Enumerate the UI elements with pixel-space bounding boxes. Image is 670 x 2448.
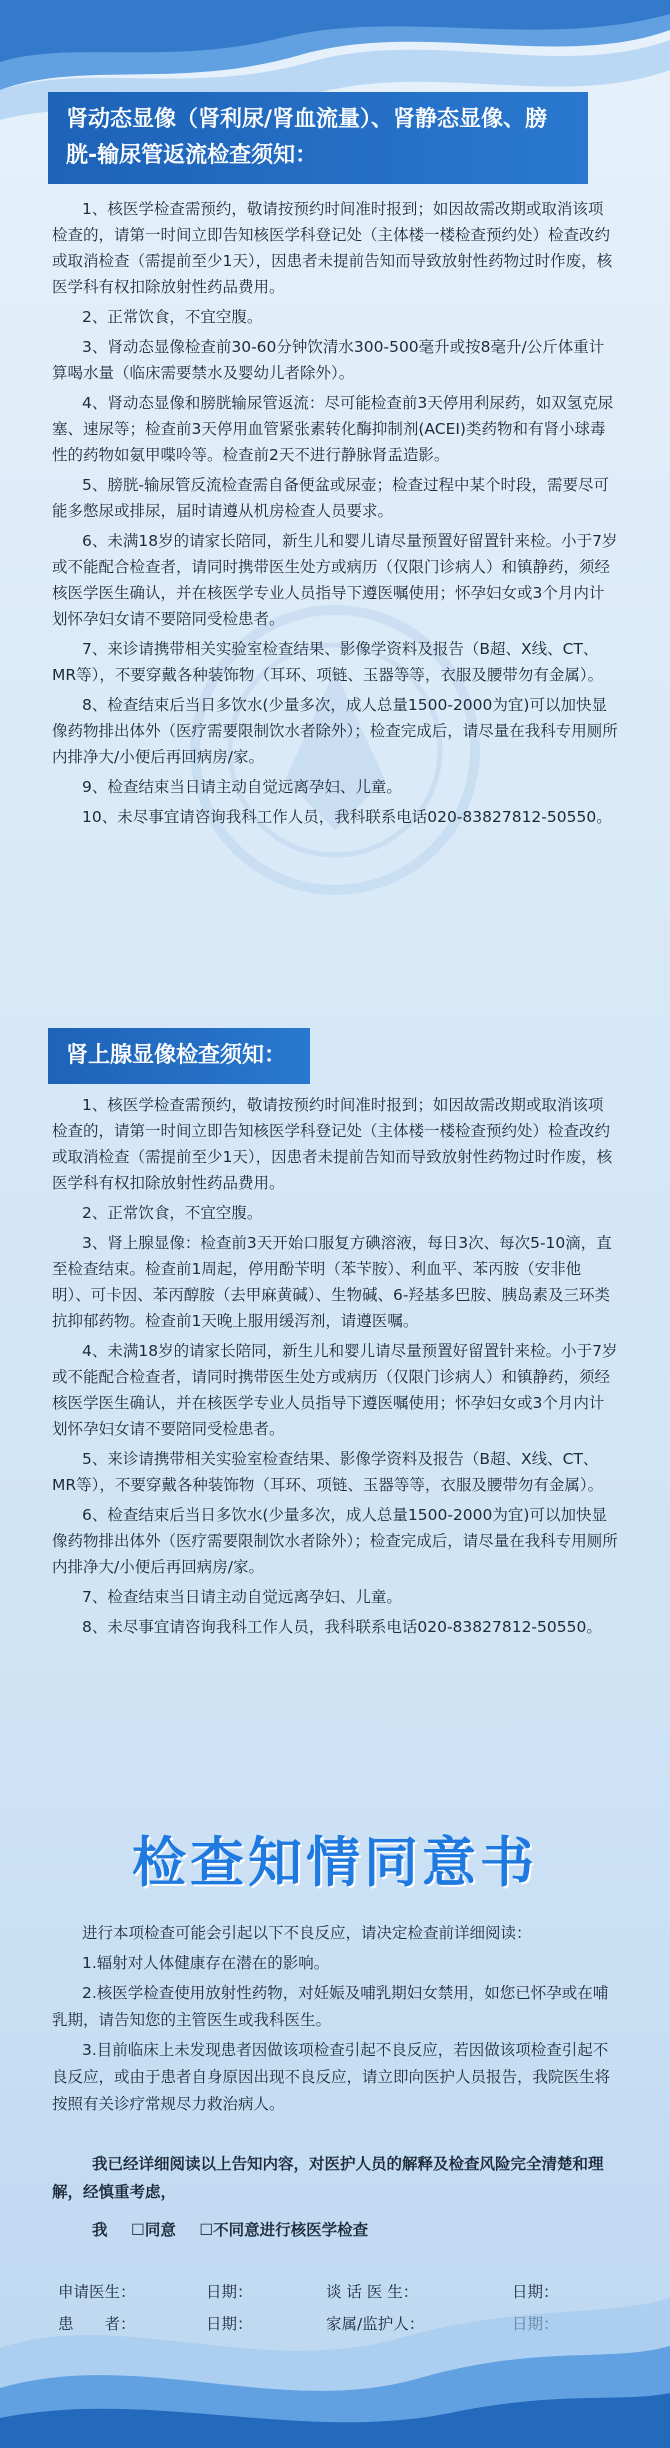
section2-item: 8、未尽事宜请咨询我科工作人员，我科联系电话020-83827812-50550。 bbox=[82, 1618, 602, 1636]
patient-label: 患 者： bbox=[58, 2315, 136, 2333]
consent-agreement bbox=[52, 2150, 618, 2206]
section1-item: 7、来诊请携带相关实验室检查结果、影像学资料及报告（B超、X线、CT、MR等），不要穿戴各种装饰物（耳环、项链、玉器等等，衣服及腰带勿有金属）。 bbox=[52, 640, 604, 684]
bottom-wave-decoration bbox=[0, 2228, 670, 2448]
consent-item: 1.辐射对人体健康存在潜在的影响。 bbox=[82, 1954, 330, 1972]
section1-item: 4、肾动态显像和膀胱输尿管返流：尽可能检查前3天停用利尿药，如双氢克尿塞、速尿等；检查前3天停用血管紧张素转化酶抑制剂(ACEI)类药物和有肾小球毒性的药物如氨甲喋呤等。检查前2天不进行静脉肾盂造影。 bbox=[52, 394, 614, 464]
section2-item: 6、检查结束后当日多饮水(少量多次，成人总量1500-2000为宜)可以加快显像药物排出体外（医疗需要限制饮水者除外）；检查完成后，请尽量在我科专用厕所内排净大/小便后再回病房/家。 bbox=[52, 1506, 618, 1576]
consent-item: 3.目前临床上未发现患者因做该项检查引起不良反应，若因做该项检查引起不良反应，或由于患者自身原因出现不良反应，请立即向医护人员报告，我院医生将按照有关诊疗常规尽力救治病人。 bbox=[52, 2041, 611, 2113]
consent-item: 进行本项检查可能会引起以下不良反应，请决定检查前详细阅读： bbox=[82, 1924, 532, 1942]
section2-item: 7、检查结束当日请主动自觉远离孕妇、儿童。 bbox=[82, 1588, 402, 1606]
section1-item: 5、膀胱-输尿管反流检查需自备便盆或尿壶；检查过程中某个时段，需要尽可能多憋尿或排尿，届时请遵从机房检查人员要求。 bbox=[52, 476, 609, 520]
section2-item: 2、正常饮食，不宜空腹。 bbox=[82, 1204, 263, 1222]
section2-item: 4、未满18岁的请家长陪同，新生儿和婴儿请尽量预置好留置针来检。小于7岁或不能配合检查者，请同时携带医生处方或病历（仅限门诊病人）和镇静药，须经核医学医生确认，并在核医学专业人员指导下遵医嘱使用；怀孕妇女或3个月内计划怀孕妇女请不要陪同受检患者。 bbox=[52, 1342, 618, 1438]
applicant-doctor-label: 申请医生： bbox=[58, 2283, 136, 2301]
section2-item: 5、来诊请携带相关实验室检查结果、影像学资料及报告（B超、X线、CT、MR等），不要穿戴各种装饰物（耳环、项链、玉器等等，衣服及腰带勿有金属）。 bbox=[52, 1450, 604, 1494]
section1-item: 1、核医学检查需预约，敬请按预约时间准时报到；如因故需改期或取消该项检查的，请第一时间立即告知核医学科登记处（主体楼一楼检查预约处）检查改约或取消检查（需提前至少1天），因患者未提前告知而导致放射性药物过时作废，核医学科有权扣除放射性药品费用。 bbox=[52, 200, 613, 296]
agreement-text: 我已经详细阅读以上告知内容，对医护人员的解释及检查风险完全清楚和理解，经慎重考虑， bbox=[52, 2155, 604, 2201]
section1-item: 2、正常饮食，不宜空腹。 bbox=[82, 308, 263, 326]
section1-item: 3、肾动态显像检查前30-60分钟饮清水300-500毫升或按8毫升/公斤体重计算喝水量（临床需要禁水及婴幼儿者除外）。 bbox=[52, 338, 605, 382]
date-label: 日期： bbox=[512, 2283, 559, 2301]
section1-item: 9、检查结束当日请主动自觉远离孕妇、儿童。 bbox=[82, 778, 402, 796]
section2-title: 肾上腺显像检查须知： bbox=[48, 1028, 310, 1084]
section1-title: 肾动态显像（肾利尿/肾血流量）、肾静态显像、膀胱-输尿管返流检查须知： bbox=[48, 92, 588, 184]
talking-doctor-label: 谈 话 医 生： bbox=[326, 2283, 419, 2301]
section2-item: 3、肾上腺显像：检查前3天开始口服复方碘溶液，每日3次、每次5-10滴，直至检查结束。检查前1周起，停用酚苄明（苯苄胺）、利血平、苯丙胺（安非他明）、可卡因、苯丙醇胺（去甲麻黄碱）、生物碱、6-羟基多巴胺、胰岛素及三环类抗抑郁药物。检查前1天晚上服用缓泻剂，请遵医嘱。 bbox=[52, 1234, 612, 1330]
disagree-checkbox[interactable]: ☐不同意进行核医学检查 bbox=[199, 2221, 369, 2239]
date-label: 日期： bbox=[206, 2283, 253, 2301]
section2-content bbox=[52, 1092, 618, 1644]
consent-content bbox=[52, 1920, 618, 2121]
section2-item: 1、核医学检查需预约，敬请按预约时间准时报到；如因故需改期或取消该项检查的，请第一时间立即告知核医学科登记处（主体楼一楼检查预约处）检查改约或取消检查（需提前至少1天），因患者未提前告知而导致放射性药物过时作废，核医学科有权扣除放射性药品费用。 bbox=[52, 1096, 613, 1192]
agree-checkbox[interactable]: ☐同意 bbox=[130, 2221, 176, 2239]
guardian-label: 家属/监护人： bbox=[326, 2315, 425, 2333]
section1-item: 8、检查结束后当日多饮水(少量多次，成人总量1500-2000为宜)可以加快显像药物排出体外（医疗需要限制饮水者除外）；检查完成后，请尽量在我科专用厕所内排净大/小便后再回病房/家。 bbox=[52, 696, 618, 766]
section1-item: 10、未尽事宜请咨询我科工作人员，我科联系电话020-83827812-50550。 bbox=[82, 808, 612, 826]
consent-item: 2.核医学检查使用放射性药物，对妊娠及哺乳期妇女禁用，如您已怀孕或在哺乳期，请告知您的主管医生或我科医生。 bbox=[52, 1984, 609, 2029]
choice-prefix: 我 bbox=[92, 2221, 108, 2239]
section1-item: 6、未满18岁的请家长陪同，新生儿和婴儿请尽量预置好留置针来检。小于7岁或不能配合检查者，请同时携带医生处方或病历（仅限门诊病人）和镇静药，须经核医学医生确认，并在核医学专业人员指导下遵医嘱使用；怀孕妇女或3个月内计划怀孕妇女请不要陪同受检患者。 bbox=[52, 532, 618, 628]
consent-title: 检查知情同意书 bbox=[132, 1831, 538, 1894]
date-label: 日期： bbox=[206, 2315, 253, 2333]
section1-content bbox=[52, 196, 618, 834]
